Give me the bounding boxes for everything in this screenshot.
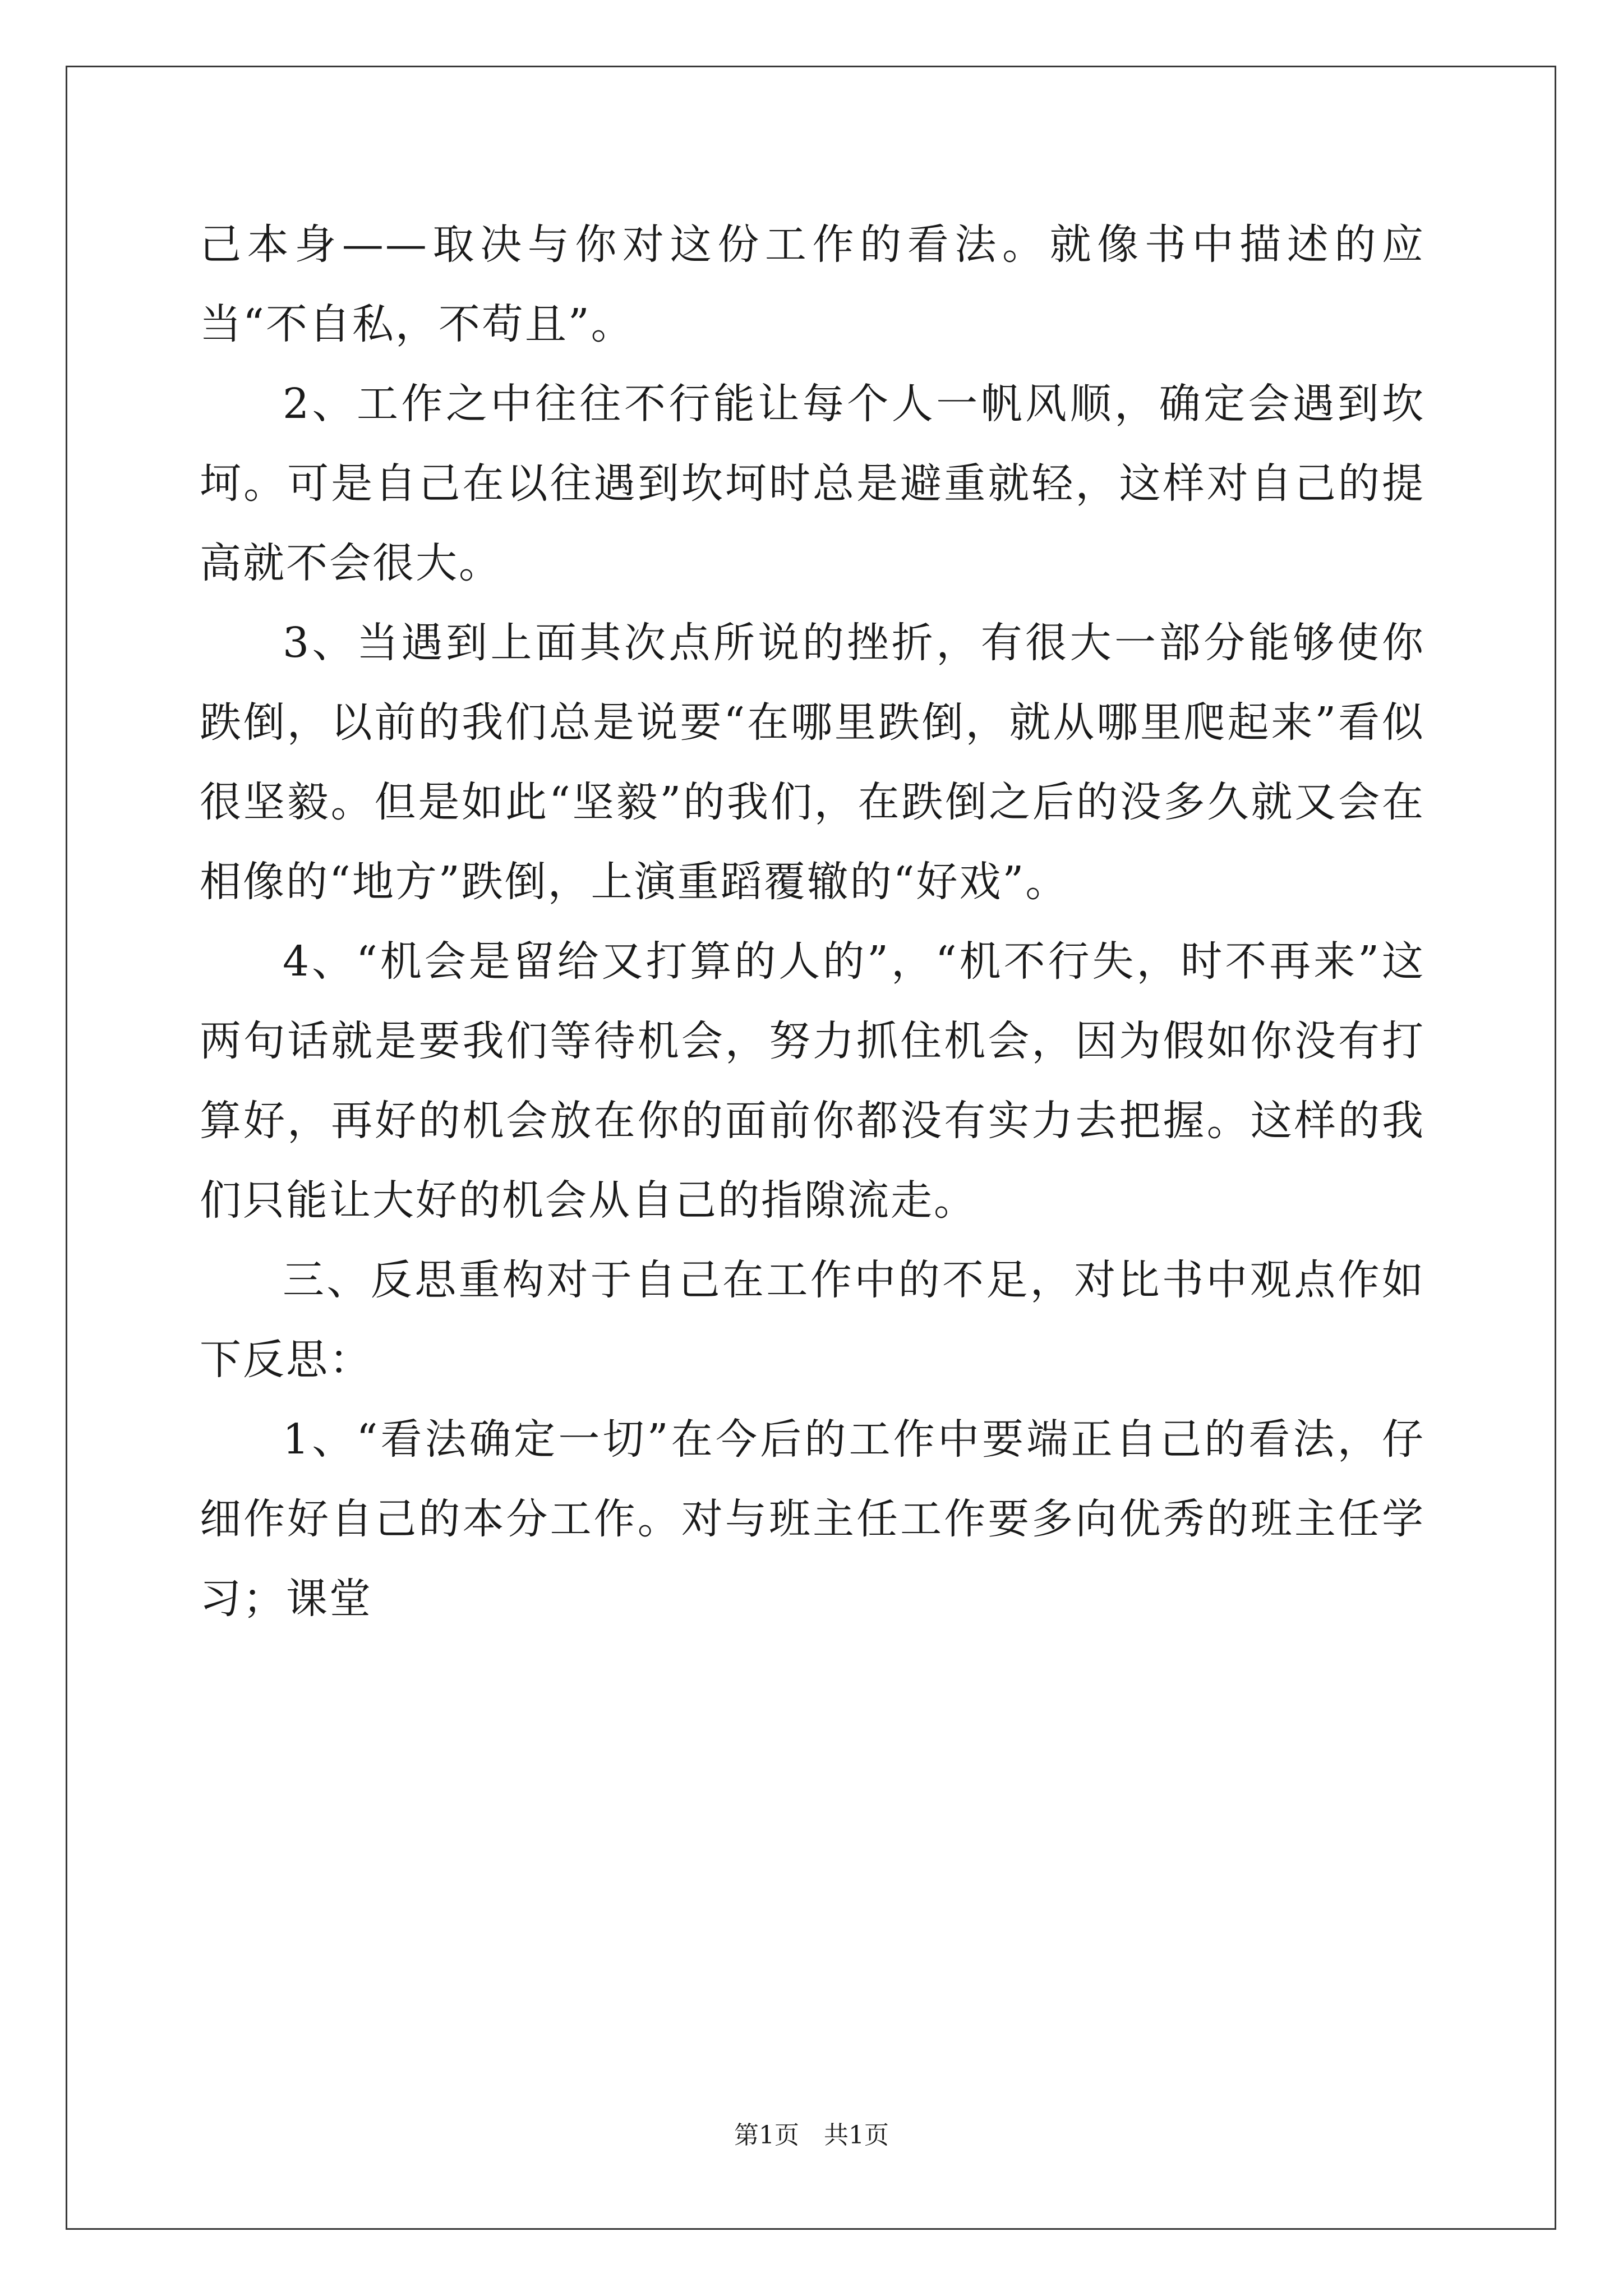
paragraph: 2、工作之中往往不行能让每个人一帆风顺，确定会遇到坎坷。可是自己在以往遇到坎坷时总是避重就轻，这样对自己的提高就不会很大。: [200, 380, 1425, 587]
paragraph: 己本身——取决与你对这份工作的看法。就像书中描述的应当“不自私，不苟且”。: [200, 220, 1425, 348]
document-body: [200, 205, 1425, 1639]
paragraph: 3、当遇到上面其次点所说的挫折，有很大一部分能够使你跌倒，以前的我们总是说要“在哪里跌倒，就从哪里爬起来”看似很坚毅。但是如此“坚毅”的我们，在跌倒之后的没多久就又会在相像的“地方”跌倒，上演重蹈覆辙的“好戏”。: [200, 619, 1425, 906]
paragraph: 1、“看法确定一切”在今后的工作中要端正自己的看法，仔细作好自己的本分工作。对与班主任工作要多向优秀的班主任学习；课堂: [200, 1415, 1425, 1623]
paragraph: 4、“机会是留给又打算的人的”，“机不行失，时不再来”这两句话就是要我们等待机会，努力抓住机会，因为假如你没有打算好，再好的机会放在你的面前你都没有实力去把握。这样的我们只能让大好的机会从自己的指隙流走。: [200, 937, 1425, 1225]
page-footer: 第1页 共1页: [734, 2121, 889, 2150]
paragraph: 三、反思重构对于自己在工作中的不足，对比书中观点作如下反思：: [200, 1256, 1425, 1384]
